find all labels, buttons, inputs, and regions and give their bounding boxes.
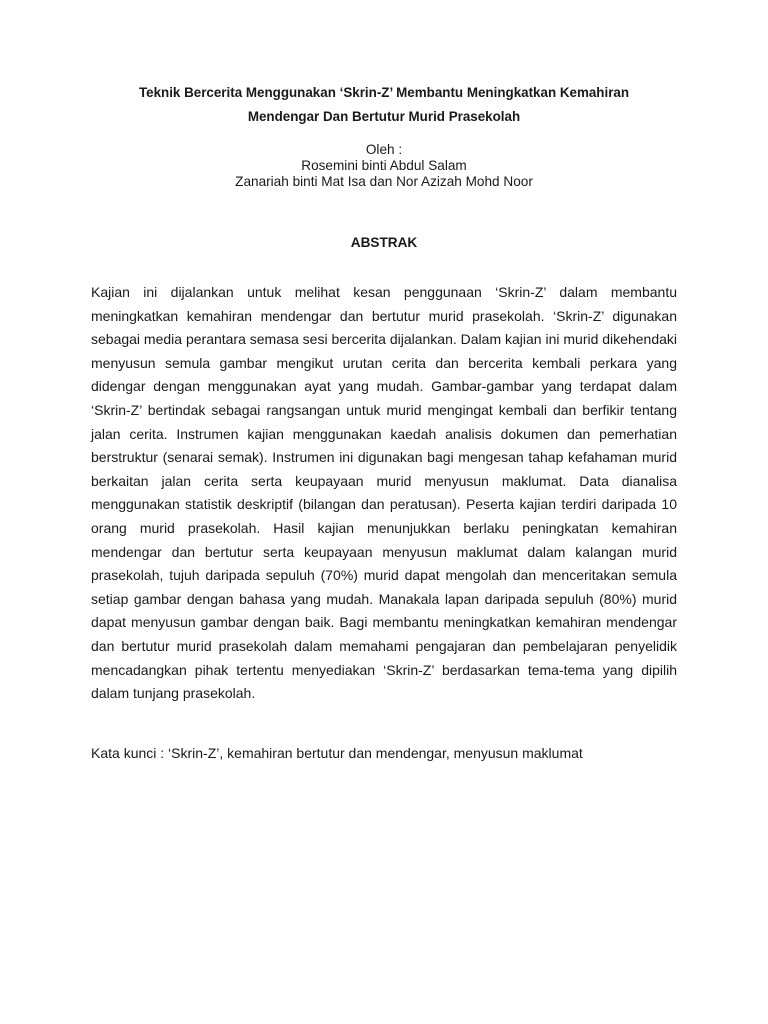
abstract-body: Kajian ini dijalankan untuk melihat kesan penggunaan ‘Skrin-Z’ dalam membantu meningkatkan kemahiran mendengar dan bertutur murid prasekolah. ‘Skrin-Z’ digunakan sebagai media perantara semasa sesi bercerita dijalankan. Dalam kajian ini murid dikehendaki menyusun semula gambar mengikut urutan cerita dan bercerita kembali perkara yang didengar dengan menggunakan ayat yang mudah. Gambar-gambar yang terdapat dalam ‘Skrin-Z’ bertindak sebagai rangsangan untuk murid mengingat kembali dan berfikir tentang jalan cerita. Instrumen kajian menggunakan kaedah analisis dokumen dan pemerhatian berstruktur (senarai semak). Instrumen ini digunakan bagi mengesan tahap kefahaman murid berkaitan jalan cerita serta keupayaan murid menyusun maklumat. Data dianalisa menggunakan statistik deskriptif (bilangan dan peratusan). Peserta kajian terdiri daripada 10 orang murid prasekolah. Hasil kajian menunjukkan berlaku peningkatan kemahiran mendengar dan bertutur serta keupayaan menyusun maklumat dalam kalangan murid prasekolah, tujuh daripada sepuluh (70%) murid dapat mengolah dan menceritakan semula setiap gambar dengan bahasa yang mudah. Manakala lapan daripada sepuluh (80%) murid dapat menyusun gambar dengan baik. Bagi membantu meningkatkan kemahiran mendengar dan bertutur murid prasekolah dalam memahami pengajaran dan pembelajaran penyelidik mencadangkan pihak tertentu menyediakan ‘Skrin-Z’ berdasarkan tema-tema yang dipilih dalam tunjang prasekolah. [91, 284, 677, 702]
author-2: Zanariah binti Mat Isa dan Nor Azizah Mohd Noor [235, 174, 533, 189]
author-block [60, 142, 708, 190]
byline-label: Oleh : [365, 142, 403, 157]
title-line-1: Teknik Bercerita Menggunakan ‘Skrin-Z’ Membantu Meningkatkan Kemahiran [138, 85, 630, 100]
author-1: Rosemini binti Abdul Salam [301, 158, 467, 173]
title-line-2: Mendengar Dan Bertutur Murid Prasekolah [247, 109, 521, 124]
keywords-line: Kata kunci : ‘Skrin-Z’, kemahiran bertutur dan mendengar, menyusun maklumat [91, 745, 583, 761]
abstract-heading: ABSTRAK [350, 235, 418, 250]
